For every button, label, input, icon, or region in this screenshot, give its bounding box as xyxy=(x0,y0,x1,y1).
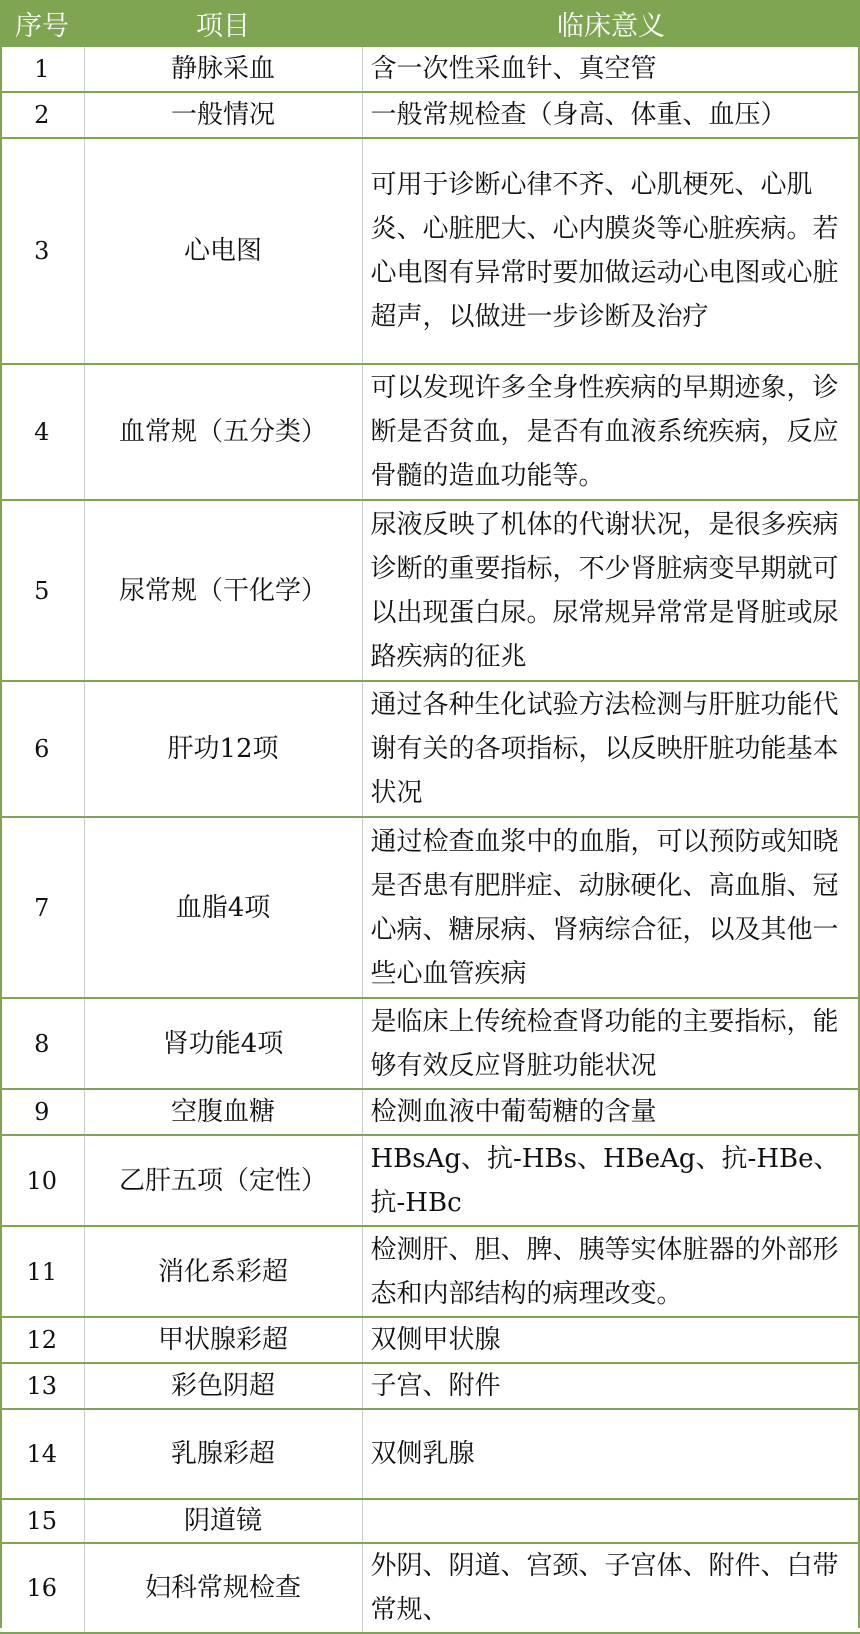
header-no: 序号 xyxy=(0,0,84,47)
table-row xyxy=(0,47,860,92)
row-item: 消化系彩超 xyxy=(84,1226,362,1317)
row-no: 10 xyxy=(0,1135,84,1226)
row-desc: 是临床上传统检查肾功能的主要指标，能够有效反应肾脏功能状况 xyxy=(362,998,860,1089)
table-row xyxy=(0,138,860,364)
row-desc: 可以发现许多全身性疾病的早期迹象，诊断是否贫血，是否有血液系统疾病，反应骨髓的造血功能等。 xyxy=(362,364,860,500)
row-no: 4 xyxy=(0,364,84,500)
row-item: 乳腺彩超 xyxy=(84,1409,362,1499)
row-no: 13 xyxy=(0,1363,84,1409)
row-no: 15 xyxy=(0,1499,84,1543)
table-row xyxy=(0,1499,860,1543)
row-desc: 外阴、阴道、宫颈、子宫体、附件、白带常规、 xyxy=(362,1543,860,1633)
table-row xyxy=(0,1317,860,1363)
table-row xyxy=(0,364,860,500)
table-row xyxy=(0,1089,860,1135)
row-desc: 子宫、附件 xyxy=(362,1363,860,1409)
row-desc: 通过检查血浆中的血脂，可以预防或知晓是否患有肥胖症、动脉硬化、高血脂、冠心病、糖尿病、肾病综合征，以及其他一些心血管疾病 xyxy=(362,817,860,998)
row-desc: 检测肝、胆、脾、胰等实体脏器的外部形态和内部结构的病理改变。 xyxy=(362,1226,860,1317)
row-no: 5 xyxy=(0,500,84,681)
row-desc: 可用于诊断心律不齐、心肌梗死、心肌炎、心脏肥大、心内膜炎等心脏疾病。若心电图有异常时要加做运动心电图或心脏超声，以做进一步诊断及治疗 xyxy=(362,138,860,364)
row-item: 心电图 xyxy=(84,138,362,364)
table-row xyxy=(0,500,860,681)
table-row xyxy=(0,1543,860,1633)
row-item: 彩色阴超 xyxy=(84,1363,362,1409)
row-item: 空腹血糖 xyxy=(84,1089,362,1135)
row-no: 9 xyxy=(0,1089,84,1135)
row-no: 16 xyxy=(0,1543,84,1633)
row-item: 甲状腺彩超 xyxy=(84,1317,362,1363)
row-item: 肝功12项 xyxy=(84,681,362,817)
table-row xyxy=(0,1135,860,1226)
header-clinical-meaning: 临床意义 xyxy=(362,0,860,47)
table-left-border xyxy=(0,47,2,1628)
row-desc: HBsAg、抗-HBs、HBeAg、抗-HBe、抗-HBc xyxy=(362,1135,860,1226)
header-item: 项目 xyxy=(84,0,362,47)
row-desc: 检测血液中葡萄糖的含量 xyxy=(362,1089,860,1135)
row-item: 血常规（五分类） xyxy=(84,364,362,500)
table-row xyxy=(0,1226,860,1317)
row-desc: 通过各种生化试验方法检测与肝脏功能代谢有关的各项指标，以反映肝脏功能基本状况 xyxy=(362,681,860,817)
table-body xyxy=(0,47,860,1633)
table-row xyxy=(0,1363,860,1409)
table-row xyxy=(0,817,860,998)
row-no: 1 xyxy=(0,47,84,92)
table-header xyxy=(0,0,860,47)
row-item: 阴道镜 xyxy=(84,1499,362,1543)
row-desc: 双侧甲状腺 xyxy=(362,1317,860,1363)
row-desc: 含一次性采血针、真空管 xyxy=(362,47,860,92)
row-desc: 一般常规检查（身高、体重、血压） xyxy=(362,92,860,138)
row-item: 肾功能4项 xyxy=(84,998,362,1089)
row-no: 8 xyxy=(0,998,84,1089)
row-item: 尿常规（干化学） xyxy=(84,500,362,681)
row-item: 一般情况 xyxy=(84,92,362,138)
header-row xyxy=(0,0,860,47)
row-item: 妇科常规检查 xyxy=(84,1543,362,1633)
row-no: 14 xyxy=(0,1409,84,1499)
row-no: 3 xyxy=(0,138,84,364)
table-row xyxy=(0,681,860,817)
row-no: 12 xyxy=(0,1317,84,1363)
row-no: 11 xyxy=(0,1226,84,1317)
row-item: 乙肝五项（定性） xyxy=(84,1135,362,1226)
row-no: 6 xyxy=(0,681,84,817)
table-row xyxy=(0,1409,860,1499)
table-row xyxy=(0,92,860,138)
table-row xyxy=(0,998,860,1089)
row-item: 血脂4项 xyxy=(84,817,362,998)
row-desc: 双侧乳腺 xyxy=(362,1409,860,1499)
row-desc xyxy=(362,1499,860,1543)
row-no: 2 xyxy=(0,92,84,138)
row-desc: 尿液反映了机体的代谢状况，是很多疾病诊断的重要指标，不少肾脏病变早期就可以出现蛋白尿。尿常规异常常是肾脏或尿路疾病的征兆 xyxy=(362,500,860,681)
row-item: 静脉采血 xyxy=(84,47,362,92)
row-no: 7 xyxy=(0,817,84,998)
